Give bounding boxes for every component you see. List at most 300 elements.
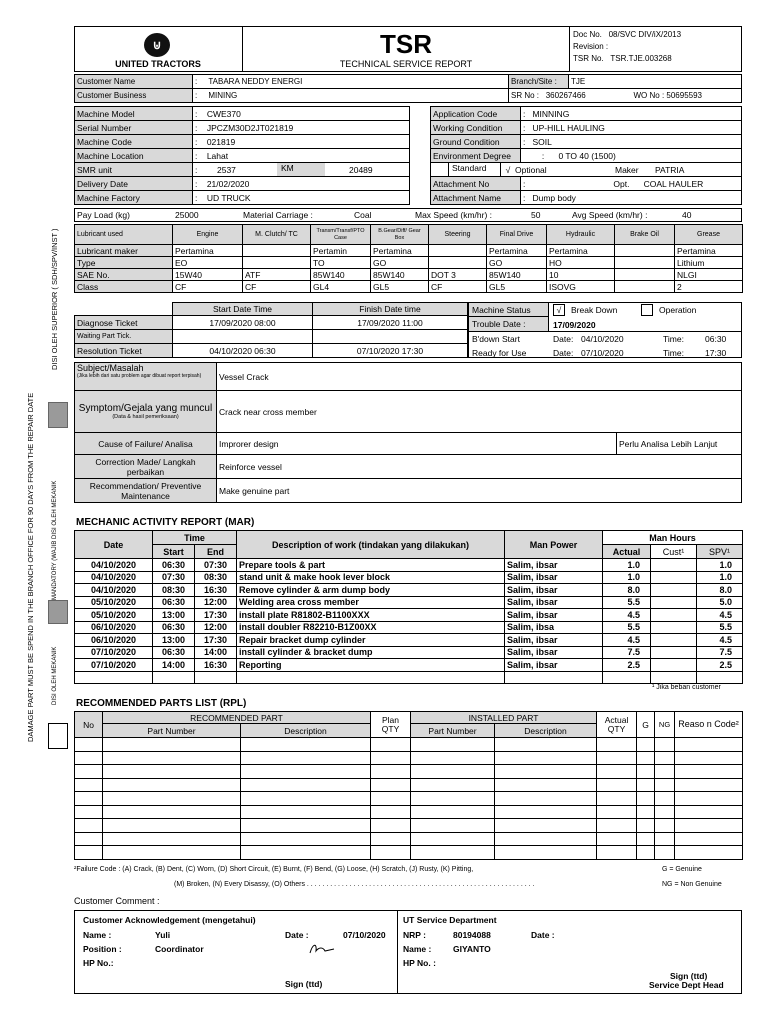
recommend-label: Recommendation/ Preventive Maintenance bbox=[75, 479, 217, 503]
lub-cell: GL5 bbox=[487, 281, 547, 293]
rpl-cell[interactable] bbox=[103, 805, 241, 819]
symptom: Crack near cross member bbox=[217, 391, 742, 433]
rpl-cell[interactable] bbox=[241, 751, 371, 765]
mar-row-empty bbox=[75, 671, 743, 683]
mar-cell: 04/10/2020 bbox=[75, 584, 153, 597]
rpl-h-part: Part Number bbox=[103, 724, 241, 738]
branch: TJE bbox=[569, 75, 742, 89]
standard-label: Standard bbox=[449, 163, 501, 176]
rpl-row bbox=[75, 819, 743, 833]
rpl-cell[interactable] bbox=[495, 751, 597, 765]
rpl-cell[interactable] bbox=[103, 751, 241, 765]
logo-icon: ⊍ bbox=[144, 33, 170, 57]
mar-row bbox=[75, 659, 743, 672]
mar-cell: 12:00 bbox=[195, 621, 237, 634]
bdown-date: 04/10/2020 bbox=[581, 334, 624, 344]
lub-cell: 85W140 bbox=[311, 269, 371, 281]
lubricant-table bbox=[74, 224, 743, 293]
mar-row bbox=[75, 571, 743, 584]
rpl-cell[interactable] bbox=[597, 805, 637, 819]
mar-cell: 06/10/2020 bbox=[75, 634, 153, 647]
rpl-cell[interactable] bbox=[241, 832, 371, 846]
rpl-cell[interactable] bbox=[637, 738, 655, 752]
company-name: UNITED TRACTORS bbox=[115, 59, 201, 69]
mar-cell: 17:30 bbox=[195, 634, 237, 647]
bdown-date-label: Date: bbox=[553, 334, 574, 344]
cust-date-label: Date : bbox=[285, 930, 309, 940]
signoff-block bbox=[74, 910, 742, 994]
ut-name-label: Name : bbox=[403, 944, 432, 954]
rpl-table bbox=[74, 711, 743, 860]
rpl-cell[interactable] bbox=[675, 805, 743, 819]
mar-h-start: Start bbox=[153, 545, 195, 559]
cust-sign-label: Sign (ttd) bbox=[285, 979, 323, 989]
nongenuine-legend: NG = Non Genuine bbox=[662, 881, 722, 888]
machine-status-block bbox=[468, 302, 742, 358]
rpl-cell[interactable] bbox=[75, 751, 103, 765]
rpl-cell[interactable] bbox=[371, 738, 411, 752]
ground-condition-label: Ground Condition bbox=[431, 135, 521, 149]
machine-model: : CWE370 bbox=[193, 107, 410, 121]
mar-cell: 4.5 bbox=[697, 634, 743, 647]
lub-cell: 2 bbox=[675, 281, 743, 293]
trouble-date-label: Trouble Date : bbox=[469, 317, 549, 331]
lub-cell: CF bbox=[243, 281, 311, 293]
rpl-h-g: G bbox=[637, 712, 655, 738]
rpl-cell[interactable] bbox=[411, 778, 495, 792]
mar-cell: 1.0 bbox=[697, 571, 743, 584]
lub-header-8: Brake Oil bbox=[615, 225, 675, 245]
rpl-cell[interactable] bbox=[241, 738, 371, 752]
rpl-cell[interactable] bbox=[597, 819, 637, 833]
lub-header-0: Lubricant used bbox=[75, 225, 173, 245]
rpl-cell[interactable] bbox=[675, 738, 743, 752]
rpl-cell[interactable] bbox=[637, 765, 655, 779]
mar-cell: 2.5 bbox=[697, 659, 743, 672]
breakdown-checkbox[interactable]: √ bbox=[553, 304, 565, 316]
mar-cell: Repair bracket dump cylinder bbox=[237, 634, 505, 647]
cust-date: 07/10/2020 bbox=[343, 930, 386, 940]
lub-cell: CF bbox=[429, 281, 487, 293]
mar-cell: 04/10/2020 bbox=[75, 571, 153, 584]
mar-cell: 4.5 bbox=[603, 634, 651, 647]
rpl-h-ng: NG bbox=[655, 712, 675, 738]
mar-cell: 07/10/2020 bbox=[75, 659, 153, 672]
ack-label: Customer Acknowledgement (mengetahui) bbox=[83, 915, 256, 925]
mar-row bbox=[75, 584, 743, 597]
rpl-cell[interactable] bbox=[495, 846, 597, 860]
lub-row-label: Lubricant maker bbox=[75, 245, 173, 257]
attachment-type-row bbox=[431, 163, 742, 177]
rpl-cell[interactable] bbox=[637, 846, 655, 860]
side-white-box bbox=[48, 723, 68, 749]
mar-cell: 16:30 bbox=[195, 659, 237, 672]
problem-block bbox=[74, 362, 742, 503]
lub-cell: CF bbox=[173, 281, 243, 293]
operation-checkbox[interactable] bbox=[641, 304, 653, 316]
mar-cell: Prepare tools & part bbox=[237, 559, 505, 572]
tsr-no: TSR.TJE.003268 bbox=[610, 54, 672, 63]
rpl-cell[interactable] bbox=[241, 819, 371, 833]
rpl-cell[interactable] bbox=[637, 751, 655, 765]
maker: PATRIA bbox=[655, 164, 685, 175]
rpl-cell[interactable] bbox=[597, 832, 637, 846]
rpl-cell[interactable] bbox=[75, 819, 103, 833]
rpl-cell[interactable] bbox=[495, 792, 597, 806]
lub-cell: ISOVG bbox=[547, 281, 615, 293]
tsr-no-label: TSR No. bbox=[573, 54, 604, 63]
rpl-cell[interactable] bbox=[675, 792, 743, 806]
optional-check[interactable]: √ bbox=[505, 164, 511, 175]
rpl-row bbox=[75, 778, 743, 792]
mar-cell: 5.5 bbox=[603, 621, 651, 634]
rpl-row bbox=[75, 832, 743, 846]
working-condition: : UP-HILL HAULING bbox=[521, 121, 742, 135]
rpl-cell[interactable] bbox=[241, 805, 371, 819]
tickets-block bbox=[74, 302, 468, 358]
payload: 25000 bbox=[175, 210, 199, 220]
rpl-cell[interactable] bbox=[103, 765, 241, 779]
rpl-cell[interactable] bbox=[75, 738, 103, 752]
rpl-cell[interactable] bbox=[655, 778, 675, 792]
customer-business-label: Customer Business bbox=[75, 89, 193, 103]
payload-row bbox=[74, 208, 742, 222]
customer-block bbox=[74, 74, 742, 103]
mar-h-time: Time bbox=[153, 531, 237, 545]
lub-cell: 15W40 bbox=[173, 269, 243, 281]
delivery-date-label: Delivery Date bbox=[75, 177, 193, 191]
start-date-label: Start Date Time bbox=[173, 303, 313, 316]
tsr-title: TSR bbox=[380, 29, 432, 59]
mar-cell: 2.5 bbox=[603, 659, 651, 672]
rpl-cell[interactable] bbox=[597, 738, 637, 752]
mar-cell bbox=[651, 621, 697, 634]
avg-speed: 40 bbox=[682, 210, 692, 220]
mar-cell: Salim, ibsa bbox=[505, 621, 603, 634]
rpl-cell[interactable] bbox=[241, 765, 371, 779]
lub-header-9: Grease bbox=[675, 225, 743, 245]
rpl-cell[interactable] bbox=[597, 846, 637, 860]
machine-block-left bbox=[74, 106, 410, 205]
rpl-cell[interactable] bbox=[495, 832, 597, 846]
rpl-cell[interactable] bbox=[495, 778, 597, 792]
rpl-cell[interactable] bbox=[103, 846, 241, 860]
operation-label: Operation bbox=[659, 305, 697, 315]
mar-cell: Remove cylinder & arm dump body bbox=[237, 584, 505, 597]
failure-codes-line2: (M) Broken, (N) Every Disassy, (O) Others . . . . . . . . . . . . . . . . . . . . . . . . . . . . . . . . . . . . . . . . . . . . . . . . . . . . . . . . . . . bbox=[174, 881, 535, 888]
rpl-cell[interactable] bbox=[655, 846, 675, 860]
rpl-cell[interactable] bbox=[411, 819, 495, 833]
company-logo bbox=[75, 27, 243, 71]
rpl-row bbox=[75, 738, 743, 752]
rpl-cell[interactable] bbox=[371, 846, 411, 860]
lub-cell bbox=[243, 257, 311, 269]
rpl-cell[interactable] bbox=[371, 819, 411, 833]
machine-factory-label: Machine Factory bbox=[75, 191, 193, 205]
mar-cell: Salim, ibsar bbox=[505, 571, 603, 584]
rpl-h-no: No bbox=[75, 712, 103, 738]
rpl-h-inst-part: Part Number bbox=[411, 724, 495, 738]
rpl-cell[interactable] bbox=[411, 832, 495, 846]
lub-cell: Pertamina bbox=[547, 245, 615, 257]
diagnose-start: 17/09/2020 08:00 bbox=[173, 316, 313, 330]
cust-hp-label: HP No.: bbox=[83, 958, 114, 968]
rpl-cell[interactable] bbox=[371, 832, 411, 846]
rpl-cell[interactable] bbox=[411, 805, 495, 819]
rpl-cell[interactable] bbox=[637, 792, 655, 806]
rpl-cell[interactable] bbox=[675, 751, 743, 765]
symptom-label: Symptom/Gejala yang muncul bbox=[78, 403, 213, 414]
rpl-cell[interactable] bbox=[597, 778, 637, 792]
rpl-cell[interactable] bbox=[675, 832, 743, 846]
tsr-subtitle: TECHNICAL SERVICE REPORT bbox=[339, 59, 473, 69]
cust-name-label: Name : bbox=[83, 930, 112, 940]
rpl-cell[interactable] bbox=[637, 832, 655, 846]
rpl-cell[interactable] bbox=[411, 765, 495, 779]
sr-no: SR No : 360267466 bbox=[509, 89, 632, 103]
ut-name: GIYANTO bbox=[453, 944, 491, 954]
rpl-cell[interactable] bbox=[675, 846, 743, 860]
attachment-no: : Opt. COAL HAULER bbox=[521, 177, 742, 191]
mar-cell: 06/10/2020 bbox=[75, 621, 153, 634]
subject-label: Subject/Masalah bbox=[77, 363, 144, 373]
rpl-cell[interactable] bbox=[103, 819, 241, 833]
rpl-cell[interactable] bbox=[75, 805, 103, 819]
rpl-cell[interactable] bbox=[655, 819, 675, 833]
lub-cell: GL4 bbox=[311, 281, 371, 293]
mar-cell: 06:30 bbox=[153, 646, 195, 659]
rpl-cell[interactable] bbox=[371, 792, 411, 806]
rpl-h-reason: Reaso n Code² bbox=[675, 712, 743, 738]
resolution-finish: 07/10/2020 17:30 bbox=[313, 344, 468, 358]
mar-cell: 8.0 bbox=[603, 584, 651, 597]
lub-cell: Pertamina bbox=[173, 245, 243, 257]
lub-header-5: Steering bbox=[429, 225, 487, 245]
cause-label: Cause of Failure/ Analisa bbox=[75, 433, 217, 455]
carriage-label: Material Carriage : bbox=[243, 210, 313, 220]
payload-label: Pay Load (kg) bbox=[77, 210, 130, 220]
app-code: : MINNING bbox=[521, 107, 742, 121]
rpl-cell[interactable] bbox=[655, 765, 675, 779]
rpl-cell[interactable] bbox=[75, 832, 103, 846]
mar-cell: 14:00 bbox=[195, 646, 237, 659]
failure-codes-line1: ²Failure Code : (A) Crack, (B) Dent, (C) Worn, (D) Short Circuit, (E) Burnt, (F) Bend, (G) Loose, (H) Scratch, (J) Rusty, (K) Pitting, bbox=[74, 866, 474, 873]
mar-cell bbox=[651, 609, 697, 622]
rpl-cell[interactable] bbox=[75, 792, 103, 806]
rpl-cell[interactable] bbox=[103, 738, 241, 752]
doc-no: 08/SVC DIV/iX/2013 bbox=[608, 30, 682, 39]
subject: Vessel Crack bbox=[217, 363, 742, 391]
mar-cell: Salim, ibsar bbox=[505, 634, 603, 647]
rpl-cell[interactable] bbox=[637, 805, 655, 819]
ut-sign-title: Service Dept Head bbox=[649, 980, 724, 990]
mar-cell: 06:30 bbox=[153, 621, 195, 634]
rpl-cell[interactable] bbox=[597, 765, 637, 779]
waiting-label: Waiting Part Tick. bbox=[75, 330, 173, 344]
trouble-date: 17/09/2020 bbox=[553, 320, 596, 330]
rpl-cell[interactable] bbox=[241, 792, 371, 806]
subject-note: (Jika lebih dari satu problem agar dibuat report terpisah) bbox=[77, 373, 202, 379]
rpl-cell[interactable] bbox=[411, 751, 495, 765]
machine-code-label: Machine Code bbox=[75, 135, 193, 149]
mar-cell: Salim, ibsar bbox=[505, 609, 603, 622]
max-speed-label: Max Speed (km/hr) : bbox=[415, 210, 492, 220]
rpl-cell[interactable] bbox=[241, 778, 371, 792]
ground-condition: : SOIL bbox=[521, 135, 742, 149]
rpl-cell[interactable] bbox=[75, 846, 103, 860]
rpl-cell[interactable] bbox=[655, 832, 675, 846]
rpl-cell[interactable] bbox=[495, 819, 597, 833]
rpl-cell[interactable] bbox=[637, 819, 655, 833]
lub-cell bbox=[615, 245, 675, 257]
lub-cell bbox=[615, 269, 675, 281]
mar-cell: install doubler R82210-B1Z00XX bbox=[237, 621, 505, 634]
rpl-h-rec: RECOMMENDED PART bbox=[103, 712, 371, 724]
ut-date-label: Date : bbox=[531, 930, 555, 940]
rpl-cell[interactable] bbox=[675, 778, 743, 792]
lub-cell: GL5 bbox=[371, 281, 429, 293]
app-code-label: Application Code bbox=[431, 107, 521, 121]
rpl-cell[interactable] bbox=[371, 765, 411, 779]
ready-label: Ready for Use bbox=[472, 348, 527, 358]
max-speed: 50 bbox=[531, 210, 541, 220]
rpl-h-plan: Plan QTY bbox=[371, 712, 411, 738]
mar-cell bbox=[651, 634, 697, 647]
mar-cell: 1.0 bbox=[603, 559, 651, 572]
mar-cell: 14:00 bbox=[153, 659, 195, 672]
lub-header-1: Engine bbox=[173, 225, 243, 245]
rpl-cell[interactable] bbox=[495, 805, 597, 819]
rpl-cell[interactable] bbox=[597, 792, 637, 806]
rpl-cell[interactable] bbox=[103, 832, 241, 846]
rpl-cell[interactable] bbox=[655, 805, 675, 819]
mar-cell: 04/10/2020 bbox=[75, 559, 153, 572]
machine-location-label: Machine Location bbox=[75, 149, 193, 163]
serial-number: : JPCZM30D2JT021819 bbox=[193, 121, 410, 135]
rpl-cell[interactable] bbox=[241, 846, 371, 860]
ready-time: 17:30 bbox=[705, 348, 727, 358]
diagnose-finish: 17/09/2020 11:00 bbox=[313, 316, 468, 330]
side-gray-box-1 bbox=[48, 402, 68, 428]
rpl-h-actual: Actual QTY bbox=[597, 712, 637, 738]
rpl-cell[interactable] bbox=[675, 819, 743, 833]
ready-date-label: Date: bbox=[553, 348, 574, 358]
rpl-cell[interactable] bbox=[371, 778, 411, 792]
mar-table bbox=[74, 530, 743, 684]
lub-cell: Pertamina bbox=[371, 245, 429, 257]
mar-cell: 7.5 bbox=[603, 646, 651, 659]
mar-cell bbox=[651, 571, 697, 584]
mar-h-man: Man Power bbox=[505, 531, 603, 559]
side-text-long: DAMAGE PART MUST BE SPEND IN THE BRANCH OFFICE FOR 90 DAYS FROM THE REPAIR DATE bbox=[26, 392, 35, 742]
rpl-cell[interactable] bbox=[103, 792, 241, 806]
lub-cell: 85W140 bbox=[371, 269, 429, 281]
mar-cell: 05/10/2020 bbox=[75, 596, 153, 609]
rpl-cell[interactable] bbox=[103, 778, 241, 792]
finish-date-label: Finish Date time bbox=[313, 303, 468, 316]
rpl-cell[interactable] bbox=[411, 846, 495, 860]
rpl-cell[interactable] bbox=[411, 792, 495, 806]
rpl-row bbox=[75, 751, 743, 765]
serial-number-label: Serial Number bbox=[75, 121, 193, 135]
rpl-row bbox=[75, 792, 743, 806]
working-condition-label: Working Condition bbox=[431, 121, 521, 135]
machine-location: : Lahat bbox=[193, 149, 410, 163]
customer-signature-icon bbox=[307, 941, 337, 957]
attachment-name: : Dump body bbox=[521, 191, 742, 205]
ut-hp-label: HP No. : bbox=[403, 958, 436, 968]
rpl-cell[interactable] bbox=[495, 738, 597, 752]
mar-h-hours: Man Hours bbox=[603, 531, 743, 545]
nrp-label: NRP : bbox=[403, 930, 426, 940]
further-analysis: Perlu Analisa Lebih Lanjut bbox=[617, 433, 742, 455]
lub-header-2: M. Clutch/ TC bbox=[243, 225, 311, 245]
lub-row-label: Type bbox=[75, 257, 173, 269]
rpl-cell[interactable] bbox=[411, 738, 495, 752]
mar-row bbox=[75, 559, 743, 572]
mar-cell: Salim, ibsar bbox=[505, 584, 603, 597]
bdown-time: 06:30 bbox=[705, 334, 727, 344]
genuine-legend: G = Genuine bbox=[662, 866, 702, 873]
mar-cell: 5.5 bbox=[697, 621, 743, 634]
rpl-cell[interactable] bbox=[495, 765, 597, 779]
bdown-time-label: Time: bbox=[663, 334, 684, 344]
mar-cell: 4.5 bbox=[603, 609, 651, 622]
smr-label: SMR unit bbox=[75, 163, 193, 177]
mar-cell: 06:30 bbox=[153, 559, 195, 572]
ut-label: UT Service Department bbox=[403, 915, 497, 925]
rpl-row bbox=[75, 805, 743, 819]
rpl-cell[interactable] bbox=[75, 765, 103, 779]
smr-row: : 2537 KM 20489 bbox=[193, 163, 410, 177]
branch-label: Branch/Site : bbox=[509, 75, 569, 89]
lub-cell: HO bbox=[547, 257, 615, 269]
rpl-cell[interactable] bbox=[655, 738, 675, 752]
resolution-start: 04/10/2020 06:30 bbox=[173, 344, 313, 358]
delivery-date: : 21/02/2020 bbox=[193, 177, 410, 191]
rpl-cell[interactable] bbox=[75, 778, 103, 792]
mar-h-cust: Cust¹ bbox=[651, 545, 697, 559]
environment-label: Environment Degree bbox=[431, 149, 521, 163]
rpl-cell[interactable] bbox=[371, 805, 411, 819]
rpl-cell[interactable] bbox=[655, 751, 675, 765]
side-gray-box-2 bbox=[48, 600, 68, 624]
cause: Improrer design bbox=[217, 433, 617, 455]
lub-cell: TO bbox=[311, 257, 371, 269]
diagnose-label: Diagnose Ticket bbox=[75, 316, 173, 330]
mar-cell: 1.0 bbox=[603, 571, 651, 584]
rpl-cell[interactable] bbox=[371, 751, 411, 765]
mar-cell: Welding area cross member bbox=[237, 596, 505, 609]
mar-cell: 5.0 bbox=[697, 596, 743, 609]
lub-cell: Pertamina bbox=[487, 245, 547, 257]
attachment-no-label: Attachment No bbox=[431, 177, 521, 191]
rpl-cell[interactable] bbox=[597, 751, 637, 765]
mar-row bbox=[75, 596, 743, 609]
rpl-cell[interactable] bbox=[655, 792, 675, 806]
mar-cell: 06:30 bbox=[153, 596, 195, 609]
wo-no: WO No : 50695593 bbox=[632, 89, 742, 103]
mar-cell: 1.0 bbox=[697, 559, 743, 572]
rpl-cell[interactable] bbox=[637, 778, 655, 792]
lub-header-4: B.Gear/Diff/ Gear Box bbox=[371, 225, 429, 245]
rpl-cell[interactable] bbox=[675, 765, 743, 779]
mar-row bbox=[75, 646, 743, 659]
mar-cell: 12:00 bbox=[195, 596, 237, 609]
lub-header-6: Final Drive bbox=[487, 225, 547, 245]
doc-no-label: Doc No. bbox=[573, 30, 602, 39]
lub-row-label: Class bbox=[75, 281, 173, 293]
